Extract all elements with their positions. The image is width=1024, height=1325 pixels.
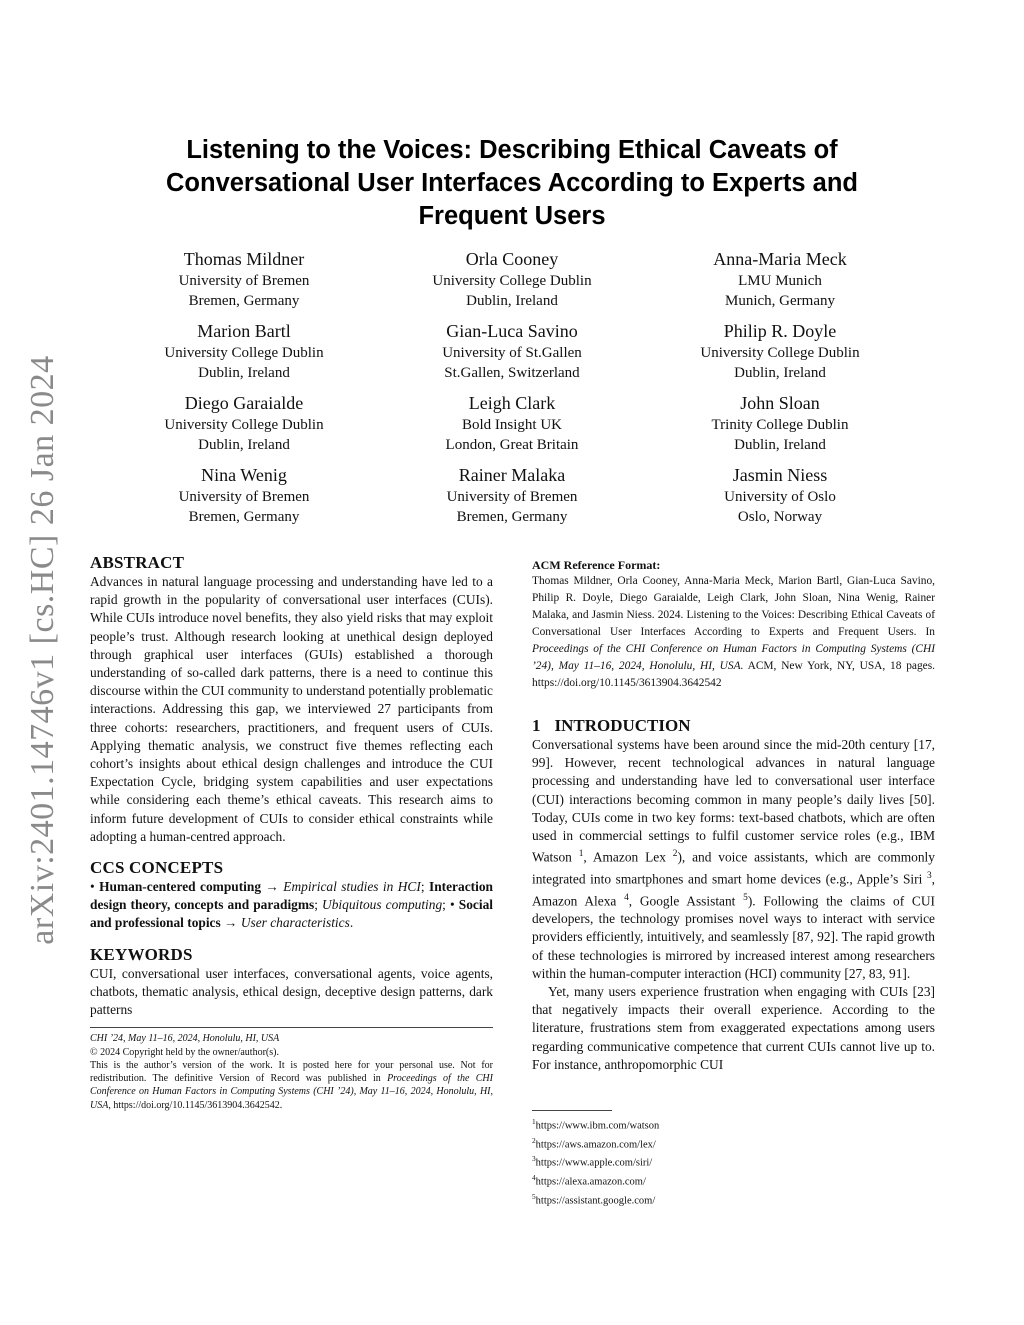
author-location: Dublin, Ireland xyxy=(198,365,290,381)
footer-doi: , https://doi.org/10.1145/3613904.3642542. xyxy=(108,1099,283,1111)
acm-reference-heading: ACM Reference Format: xyxy=(532,558,661,572)
ccs-sep: ; xyxy=(420,879,425,895)
author-location: Bremen, Germany xyxy=(188,509,300,525)
acm-reference-proceedings: Proceedings of the CHI Conference on Human Factors in Computing Systems (CHI ’24), May 11–16, 2024, Honolulu, HI, USA. xyxy=(532,643,935,672)
author-affiliation: University College Dublin xyxy=(432,273,592,289)
author-location: Dublin, Ireland xyxy=(734,365,826,381)
author-name: John Sloan xyxy=(740,393,820,413)
keywords-text: CUI, conversational user interfaces, conversational agents, voice agents, chatbots, thematic analysis, ethical design, deceptive design patterns, dark patterns xyxy=(90,965,493,1018)
footnote-ref: 4 xyxy=(624,892,629,903)
footnote-number: 4 xyxy=(532,1173,536,1183)
intro-paragraph-1 xyxy=(532,736,935,983)
footnotes xyxy=(532,1115,935,1209)
section-number: 1 xyxy=(532,716,541,735)
ccs-concept-3: Social and professional topics xyxy=(90,897,493,931)
footnote xyxy=(532,1134,935,1153)
abstract-heading: ABSTRACT xyxy=(90,553,185,572)
ccs-concepts xyxy=(90,878,493,933)
ccs-concept-1: Human-centered computing xyxy=(99,879,262,895)
author-affiliation: University of Bremen xyxy=(178,273,310,289)
author-block xyxy=(646,319,914,383)
ccs-concept-2-detail: Ubiquitous computing xyxy=(322,897,443,913)
author-block xyxy=(110,247,378,311)
acm-reference-tail: ACM, New York, NY, USA, 18 pages. https://doi.org/10.1145/3613904.3642542 xyxy=(532,660,936,689)
author-name: Philip R. Doyle xyxy=(723,321,837,341)
author-location: Dublin, Ireland xyxy=(734,437,826,453)
author-location: Bremen, Germany xyxy=(188,293,300,309)
ccs-concept-3-detail: User characteristics xyxy=(240,915,350,931)
ccs-bullet: • xyxy=(90,879,95,895)
intro-text: , Amazon Lex xyxy=(583,849,666,865)
footnote-link[interactable]: https://aws.amazon.com/lex/ xyxy=(535,1139,656,1151)
ccs-heading: CCS CONCEPTS xyxy=(90,858,224,878)
footnote xyxy=(532,1190,935,1209)
intro-text: ), and voice assistants, which are commonly integrated into smartphones and smart home devices (e.g., Apple’s Siri xyxy=(532,849,935,887)
author-affiliation: Trinity College Dublin xyxy=(711,417,849,433)
author-block xyxy=(378,247,646,311)
author-name: Marion Bartl xyxy=(197,321,291,341)
ccs-arrow: → xyxy=(224,915,238,931)
author-affiliation: University College Dublin xyxy=(164,345,324,361)
author-affiliation: University of Bremen xyxy=(178,489,310,505)
author-name: Thomas Mildner xyxy=(183,249,305,269)
intro-text: , Google Assistant xyxy=(628,893,736,909)
author-name: Nina Wenig xyxy=(201,465,287,485)
footnote-link[interactable]: https://www.ibm.com/watson xyxy=(535,1120,660,1132)
author-location: St.Gallen, Switzerland xyxy=(444,365,580,381)
intro-text: Conversational systems have been around since the mid-20th century [17, 99]. However, recent technological advances in natural language processing and understanding have led to conversational user interface (CUI) interactions becoming common in many people’s daily lives [50]. Today, CUIs come in two key forms: text-based chatbots, which are often used in commercial settings to fulfil customer service roles (e.g., IBM Watson xyxy=(532,737,935,865)
keywords-heading: KEYWORDS xyxy=(90,944,193,964)
intro-paragraph-2: Yet, many users experience frustration when engaging with CUIs [23] that negatively impacts their overall experience. According to the literature, frustrations stem from exaggerated expectations among users regarding communicative competence that current CUIs cannot live up to. For instance, anthropomorphic CUI xyxy=(532,984,935,1072)
intro-text: , Amazon Alexa xyxy=(532,871,935,909)
author-block xyxy=(110,463,378,527)
footnote xyxy=(532,1115,935,1134)
author-name: Rainer Malaka xyxy=(458,465,566,485)
author-location: Munich, Germany xyxy=(725,293,835,309)
acm-reference-body: Thomas Mildner, Orla Cooney, Anna-Maria Meck, Marion Bartl, Gian-Luca Savino, Philip R. Doyle, Diego Garaialde, Leigh Clark, John Sloan, Nina Wenig, Rainer Malaka, and Jasmin Niess. 2024. Listening to the Voices: Describing Ethical Caveats of Conversational User Interfaces According to Experts and Frequent Users. In xyxy=(532,575,935,638)
author-name: Anna-Maria Meck xyxy=(713,249,847,269)
footnote xyxy=(532,1152,935,1171)
author-block xyxy=(646,391,914,455)
ccs-bullet: • xyxy=(449,897,455,913)
author-affiliation: University of Bremen xyxy=(446,489,578,505)
acm-reference-text xyxy=(532,573,935,692)
author-block xyxy=(646,247,914,311)
ccs-sep: ; xyxy=(314,897,318,913)
ccs-sep: ; xyxy=(442,897,446,913)
ccs-period: . xyxy=(349,915,354,931)
footnote-number: 2 xyxy=(532,1135,536,1145)
author-block xyxy=(378,319,646,383)
author-name: Gian-Luca Savino xyxy=(446,321,578,341)
author-affiliation: University College Dublin xyxy=(700,345,860,361)
footer-proceedings: Proceedings of the CHI Conference on Human Factors in Computing Systems (CHI ’24), May 11–16, 2024, Honolulu, HI, USA xyxy=(90,1073,493,1111)
footnote-number: 5 xyxy=(532,1191,536,1201)
abstract-text: Advances in natural language processing and understanding have led to a rapid growth in the popularity of conversational user interfaces (CUIs). While CUIs introduce novel benefits, they also yield risks that may exploit people’s trust. Although research looking at unethical design deployed through graphical user interfaces (GUIs) established a thorough understanding of so-called dark patterns, there is a need to continue this discourse within the CUI community to understand potentially problematic interactions. Addressing this gap, we interviewed 27 participants from three cohorts: researchers, practitioners, and frequent users of CUIs. Applying thematic analysis, we construct five themes reflecting each cohort’s insights about ethical design challenges and introduce the CUI Expectation Cycle, bridging system capabilities and user expectations while considering each theme’s ethical caveats. This research aims to inform future development of CUIs to consider ethical constraints while adopting a human-centred approach. xyxy=(90,574,493,844)
author-list xyxy=(110,247,914,527)
author-location: Dublin, Ireland xyxy=(198,437,290,453)
author-location: Bremen, Germany xyxy=(456,509,568,525)
right-column xyxy=(532,553,935,1074)
author-name: Jasmin Niess xyxy=(732,465,828,485)
author-name: Leigh Clark xyxy=(468,393,556,413)
author-block xyxy=(378,391,646,455)
ccs-arrow: → xyxy=(265,879,279,895)
footnote xyxy=(532,1171,935,1190)
author-block xyxy=(378,463,646,527)
author-location: London, Great Britain xyxy=(445,437,579,453)
author-block xyxy=(110,319,378,383)
author-affiliation: University of St.Gallen xyxy=(442,345,582,361)
arxiv-stamp-text: arXiv:2401.14746v1 [cs.HC] 26 Jan 2024 xyxy=(24,355,61,945)
footnote-ref: 2 xyxy=(672,849,678,860)
footnote-ref: 3 xyxy=(926,870,932,881)
author-name: Diego Garaialde xyxy=(184,393,304,413)
left-column xyxy=(90,553,493,1112)
author-block xyxy=(110,391,378,455)
footnote-divider xyxy=(532,1110,612,1111)
author-affiliation: LMU Munich xyxy=(738,273,822,289)
author-affiliation: University of Oslo xyxy=(724,489,836,505)
footnote-link[interactable]: https://assistant.google.com/ xyxy=(535,1195,656,1207)
ccs-concept-2: Interaction design theory, concepts and paradigms xyxy=(90,879,493,913)
footer-copyright: © 2024 Copyright held by the owner/author(s). xyxy=(90,1046,279,1058)
author-location: Oslo, Norway xyxy=(737,509,823,525)
paper-title: Listening to the Voices: Describing Ethical Caveats of Conversational User Interfaces According to Experts and Frequent Users xyxy=(166,136,858,230)
author-affiliation: Bold Insight UK xyxy=(461,417,562,433)
section-title: INTRODUCTION xyxy=(554,716,691,735)
footnote-ref: 1 xyxy=(578,849,584,860)
footnote-link[interactable]: https://www.apple.com/siri/ xyxy=(535,1157,653,1169)
arxiv-stamp xyxy=(14,355,72,945)
author-block xyxy=(646,463,914,527)
footer-notice xyxy=(90,1032,493,1112)
footnote-ref: 5 xyxy=(743,892,748,903)
footnote-link[interactable]: https://alexa.amazon.com/ xyxy=(535,1176,646,1188)
footer-divider xyxy=(90,1027,493,1028)
footer-venue: CHI ’24, May 11–16, 2024, Honolulu, HI, USA xyxy=(90,1033,280,1045)
author-affiliation: University College Dublin xyxy=(164,417,324,433)
footer-notice-text: This is the author’s version of the work. It is posted here for your personal use. Not for redistribution. The definitive Version of Record was published in xyxy=(90,1059,493,1085)
author-location: Dublin, Ireland xyxy=(466,293,558,309)
footnote-number: 1 xyxy=(532,1117,536,1126)
author-name: Orla Cooney xyxy=(465,249,559,269)
ccs-concept-1-detail: Empirical studies in HCI xyxy=(283,879,421,895)
intro-text: ). Following the claims of CUI developers, the technology promises novel ways to interact with service providers efficiently, intuitively, and seamlessly [87, 92]. The rapid growth of these technologies is mirrored by increased interest among researchers within the human-computer interaction (HCI) community [27, 83, 91]. xyxy=(532,893,935,981)
footnote-number: 3 xyxy=(532,1154,536,1164)
introduction-heading xyxy=(532,716,935,736)
